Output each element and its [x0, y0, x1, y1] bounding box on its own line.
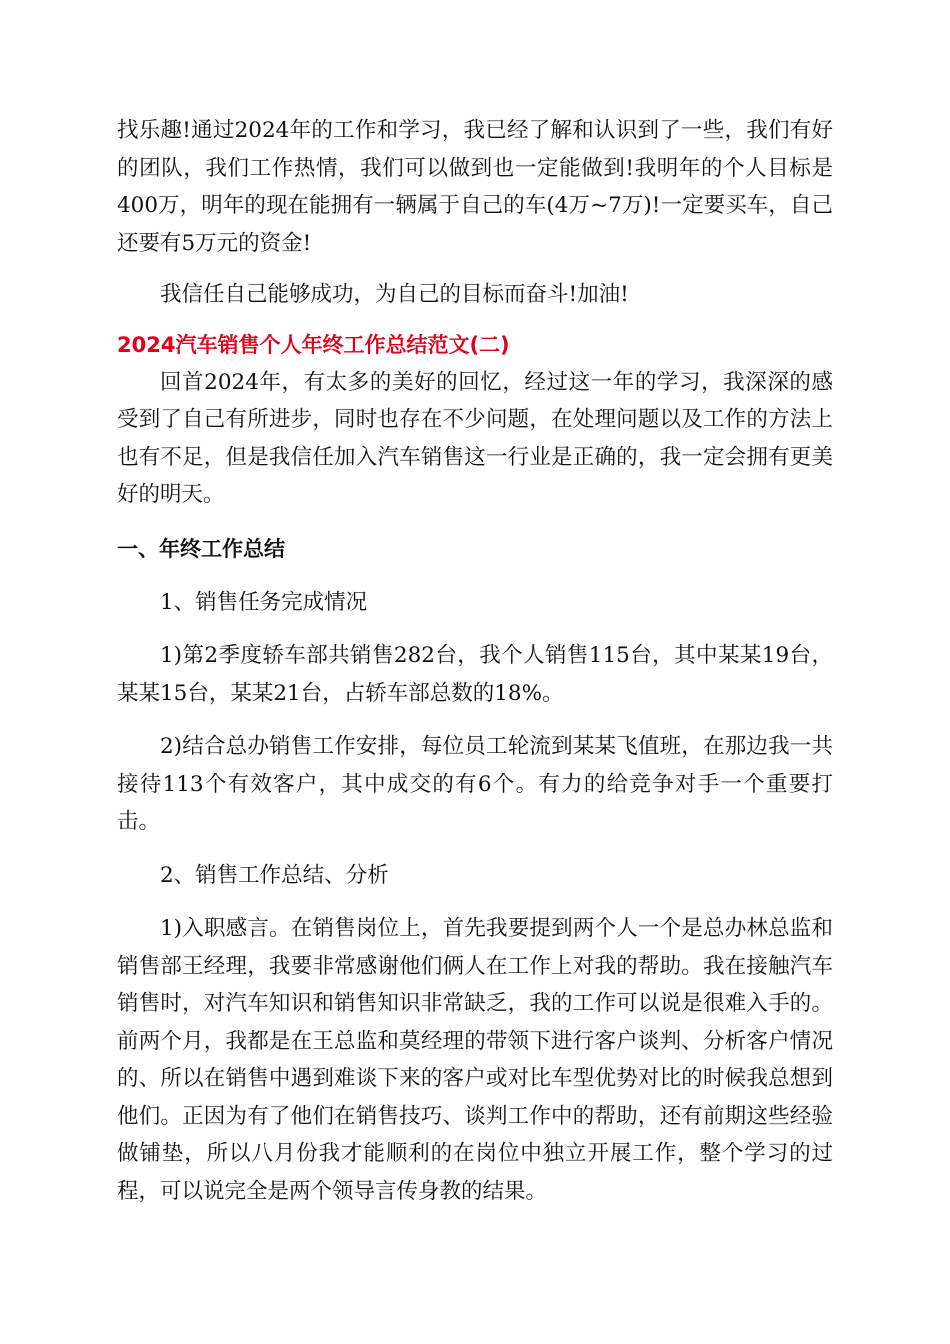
document-page	[117, 112, 833, 1210]
paragraph-year-review: 回首2024年，有太多的美好的回忆，经过这一年的学习，我深深的感受到了自己有所进步，同时也存在不少问题，在处理问题以及工作的方法上也有不足，但是我信任加入汽车销售这一行业是正确的，我一定会拥有更美好的明天。	[117, 369, 833, 507]
paragraph-intro-continued: 找乐趣!通过2024年的工作和学习，我已经了解和认识到了一些，我们有好的团队，我们工作热情，我们可以做到也一定能做到!我明年的个人目标是400万，明年的现在能拥有一辆属于自己的车(4万~7万)!一定要买车，自己还要有5万元的资金!	[117, 118, 833, 256]
paragraph-duty-rotation: 2)结合总办销售工作安排，每位员工轮流到某某飞值班，在那边我一共接待113个有效客户，其中成交的有6个。有力的给竞争对手一个重要打击。	[117, 734, 833, 834]
paragraph-intro-closing: 我信任自己能够成功，为自己的目标而奋斗!加油!	[160, 282, 629, 307]
subheading-sales-task-completion: 1、销售任务完成情况	[160, 589, 368, 615]
section-heading-year-end-summary: 一、年终工作总结	[117, 536, 285, 561]
paragraph-q2-sales: 1)第2季度轿车部共销售282台，我个人销售115台，其中某某19台，某某15台，某某21台，占轿车部总数的18%。	[117, 643, 833, 706]
article-title-part-two: 2024汽车销售个人年终工作总结范文(二)	[117, 332, 510, 357]
subheading-sales-analysis: 2、销售工作总结、分析	[160, 862, 389, 888]
paragraph-onboarding-reflection: 1)入职感言。在销售岗位上，首先我要提到两个人一个是总办林总监和销售部王经理，我要非常感谢他们俩人在工作上对我的帮助。我在接触汽车销售时，对汽车知识和销售知识非常缺乏，我的工作可以说是很难入手的。前两个月，我都是在王总监和莫经理的带领下进行客户谈判、分析客户情况的、所以在销售中遇到难谈下来的客户或对比车型优势对比的时候我总想到他们。正因为有了他们在销售技巧、谈判工作中的帮助，还有前期这些经验做铺垫，所以八月份我才能顺利的在岗位中独立开展工作，整个学习的过程，可以说完全是两个领导言传身教的结果。	[117, 916, 833, 1204]
